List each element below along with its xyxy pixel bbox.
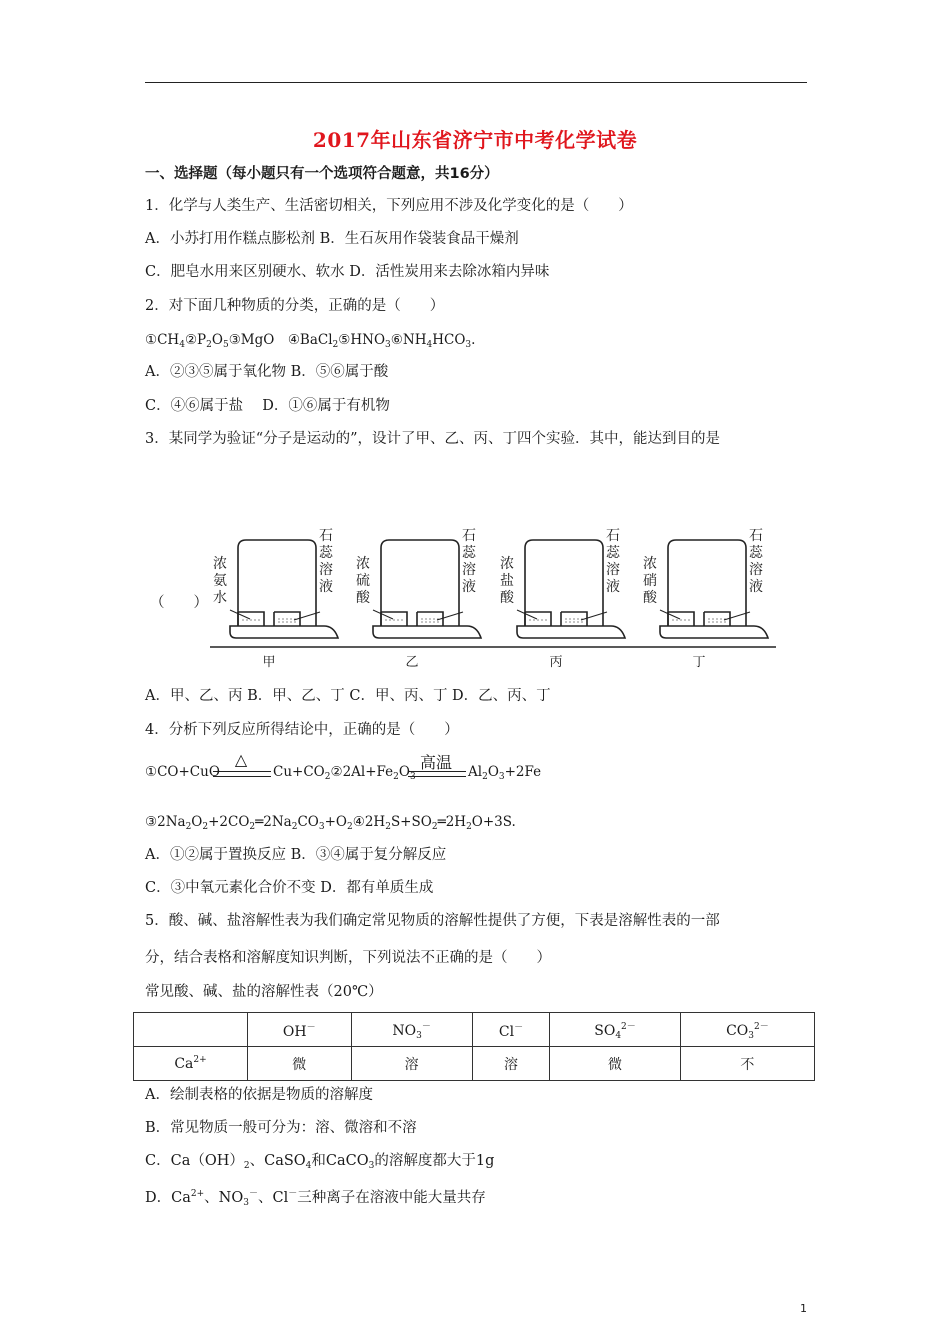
table-row: [134, 1047, 815, 1081]
experiment-figure: [208, 524, 778, 676]
question-2-stem: 2．对下面几种物质的分类，正确的是（ ）: [145, 298, 445, 314]
right-reagent-label: 石蕊溶液: [462, 528, 476, 595]
experiment-bing: [500, 528, 625, 670]
question-2-options-ab: A．②③⑤属于氧化物 B．⑤⑥属于酸: [145, 364, 389, 380]
solubility-table: [133, 1012, 815, 1081]
question-4-options-ab: A．①②属于置换反应 B．③④属于复分解反应: [145, 847, 447, 863]
page-title: 2017年山东省济宁市中考化学试卷: [312, 128, 638, 152]
table-cell: 微: [248, 1047, 352, 1081]
question-1-stem: 1．化学与人类生产、生活密切相关，下列应用不涉及化学变化的是（ ）: [145, 198, 633, 214]
section-heading: 一、选择题（每小题只有一个选项符合题意，共16分）: [145, 166, 499, 182]
right-reagent-label: 石蕊溶液: [319, 528, 333, 595]
header-rule: [145, 82, 807, 83]
bell-jar: [381, 540, 459, 626]
panel-label: 甲: [262, 655, 276, 670]
question-4-options-cd: C．③中氧元素化合价不变 D．都有单质生成: [145, 880, 434, 896]
question-4-stem: 4．分析下列反应所得结论中，正确的是（ ）: [145, 722, 459, 738]
right-reagent-label: 石蕊溶液: [606, 528, 620, 595]
anion-carbonate: $CO_3^{2-}$: [680, 1013, 814, 1047]
question-5-option-b: B．常见物质一般可分为：溶、微溶和不溶: [145, 1120, 417, 1136]
question-1-options-cd: C．肥皂水用来区别硬水、软水 D．活性炭用来去除冰箱内异味: [145, 264, 550, 280]
reaction-2-products: $Al_2O_3+2Fe$: [468, 764, 542, 782]
right-beaker-liquid: [421, 619, 439, 622]
table-corner-cell: [134, 1013, 248, 1047]
bell-jar: [525, 540, 603, 626]
bell-jar: [238, 540, 316, 626]
reaction-1-products-and-2-reactants: $Cu+CO_2②2Al+Fe_2O_3$: [273, 764, 416, 782]
cation-calcium: $Ca^{2+}$: [134, 1047, 248, 1081]
experiment-yi: [356, 528, 481, 670]
question-5-option-d: D．$Ca^{2+}$、$NO_3^-$、Cl－三种离子在溶液中能大量共存: [145, 1189, 486, 1208]
left-reagent-label: 浓硫酸: [356, 556, 370, 606]
table-cell: 溶: [351, 1047, 472, 1081]
anion-hydroxide: OH－: [248, 1013, 352, 1047]
solubility-table-title: 常见酸、碱、盐的溶解性表（20℃）: [145, 984, 383, 1000]
question-5-option-a: A．绘制表格的依据是物质的溶解度: [145, 1087, 373, 1103]
table-cell: 溶: [472, 1047, 549, 1081]
anion-chloride: Cl－: [472, 1013, 549, 1047]
anion-nitrate: $NO_3^-$: [351, 1013, 472, 1047]
bell-jar: [668, 540, 746, 626]
panel-label: 乙: [405, 655, 419, 670]
panel-label: 丙: [549, 655, 563, 670]
question-1-options-ab: A．小苏打用作糕点膨松剂 B．生石灰用作袋装食品干燥剂: [145, 231, 519, 247]
panel-label: 丁: [692, 655, 706, 670]
left-beaker: [668, 612, 694, 626]
base-plate: [517, 626, 625, 638]
question-5-stem-line2: 分，结合表格和溶解度知识判断，下列说法不正确的是（ ）: [145, 950, 551, 966]
high-temperature-condition: 高温: [419, 753, 452, 772]
table-cell: 不: [680, 1047, 814, 1081]
right-beaker-liquid: [708, 619, 726, 622]
question-3-stem: 3．某同学为验证“分子是运动的”，设计了甲、乙、丙、丁四个实验．其中，能达到目的是: [145, 431, 721, 447]
heat-condition-symbol: △: [234, 750, 248, 769]
base-plate: [660, 626, 768, 638]
question-5-option-c: C．$Ca(OH)_2$、CaSO$_4$和CaCO$_3$的溶解度都大于1g: [145, 1153, 495, 1171]
table-header-row: [134, 1013, 815, 1047]
question-5-stem-line1: 5．酸、碱、盐溶解性表为我们确定常见物质的溶解性提供了方便，下表是溶解性表的一部: [145, 913, 720, 929]
experiment-jia: [213, 528, 338, 670]
right-beaker-liquid: [565, 619, 583, 622]
base-plate: [373, 626, 481, 638]
reactions-3-4: $③2Na_2O_2+2CO_2═2Na_2CO_3+O_2④2H_2S+SO_2═2H_2O+3S$.: [145, 814, 516, 832]
left-beaker: [238, 612, 264, 626]
reaction-2-double-bar: [408, 771, 466, 777]
left-beaker: [525, 612, 551, 626]
page-number: 1: [800, 1302, 807, 1315]
left-beaker: [381, 612, 407, 626]
question-2-substances: $①CH_4②P_2O_5③MgO$ $④BaCl_2⑤HNO_3⑥NH_4HCO_3$.: [145, 332, 476, 350]
left-reagent-label: 浓氨水: [213, 556, 227, 606]
question-3-options: A．甲、乙、丙 B．甲、乙、丁 C．甲、丙、丁 D．乙、丙、丁: [145, 688, 551, 704]
right-beaker-liquid: [278, 619, 296, 622]
question-3-answer-paren: （ ）: [150, 595, 208, 611]
question-2-options-cd: C．④⑥属于盐 D．①⑥属于有机物: [145, 398, 390, 414]
base-plate: [230, 626, 338, 638]
reaction-1-double-bar: [213, 771, 271, 777]
reaction-1-reactants: ①CO+CuO: [145, 764, 220, 780]
right-reagent-label: 石蕊溶液: [749, 528, 763, 595]
experiment-ding: [643, 528, 768, 670]
left-reagent-label: 浓硝酸: [643, 556, 657, 606]
anion-sulfate: $SO_4^{2-}$: [550, 1013, 681, 1047]
table-cell: 微: [550, 1047, 681, 1081]
left-reagent-label: 浓盐酸: [500, 556, 514, 606]
